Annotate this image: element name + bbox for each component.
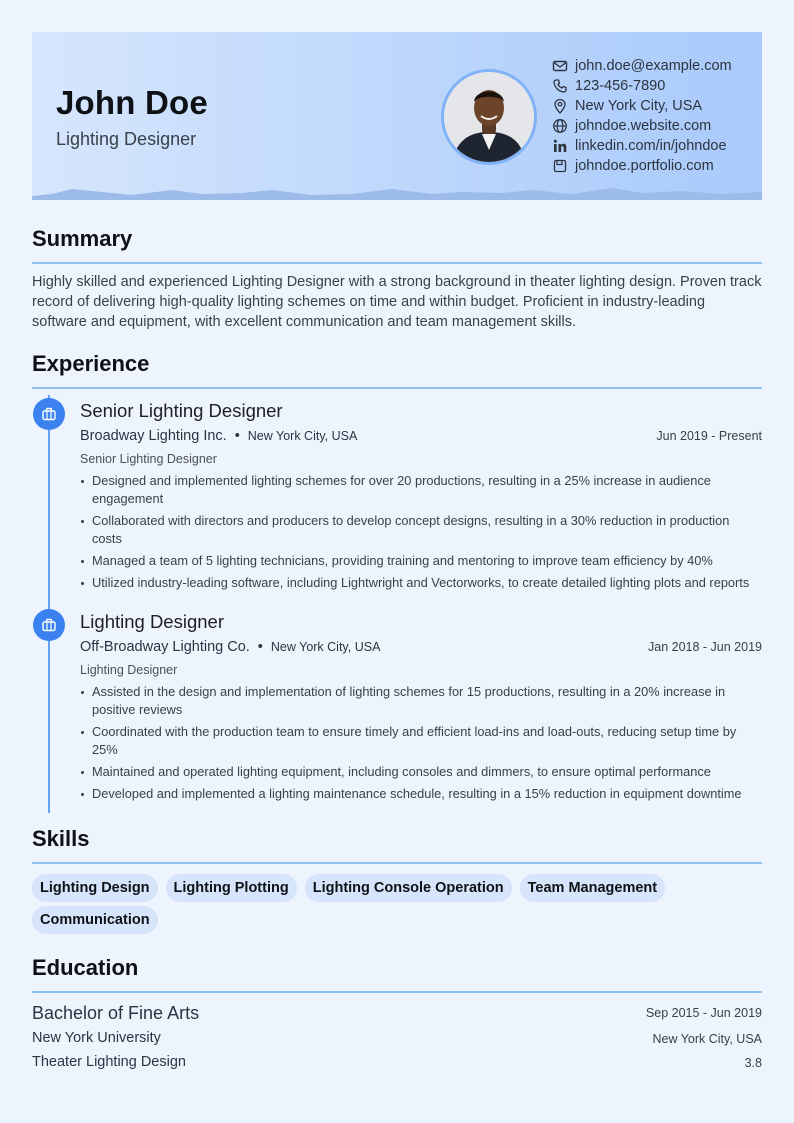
list-item: Collaborated with directors and producers to develop concept designs, resulting in a 30% reduction in production costs [80,512,762,548]
avatar-portrait [444,72,534,162]
education-row [32,1003,762,1028]
contact-list [552,56,762,176]
briefcase-icon [33,398,65,430]
list-item: Developed and implemented a lighting maintenance schedule, resulting in a 15% reduction in equipment downtime [80,785,762,803]
contact-location [552,96,762,116]
job-achievements [80,683,762,807]
skills-heading: Skills [32,826,90,851]
timeline-line [48,395,50,813]
header-banner [32,32,762,200]
job-title: Lighting Designer [80,611,224,632]
list-item: Managed a team of 5 lighting technicians, providing training and mentoring to improve team efficiency by 40% [80,552,762,570]
contact-portfolio[interactable] [552,156,762,176]
briefcase-icon [33,609,65,641]
education-entry [32,1003,762,1078]
contact-portfolio-text: johndoe.portfolio.com [575,158,714,174]
skills-section [32,826,762,938]
bullet-separator: • [257,639,263,655]
phone-icon [552,78,568,94]
skill-chip: Team Management [520,874,665,902]
contact-email[interactable] [552,56,762,76]
section-divider [32,991,762,993]
globe-icon [552,118,568,134]
portfolio-icon [552,158,568,174]
field-of-study: Theater Lighting Design [32,1054,186,1070]
contact-location-text: New York City, USA [575,98,703,114]
list-item: Designed and implemented lighting schemes for over 20 productions, resulting in a 25% increase in audience engagement [80,472,762,508]
skills-list [32,874,762,938]
job-location: New York City, USA [270,640,381,654]
list-item: Maintained and operated lighting equipment, including consoles and dimmers, to ensure optimal performance [80,763,762,781]
job-role: Senior Lighting Designer [80,452,217,466]
education-dates: Sep 2015 - Jun 2019 [645,1006,762,1020]
education-row [32,1028,762,1053]
summary-text: Highly skilled and experienced Lighting Designer with a strong background in theater lighting design. Proven track record of delivering high-quality lighting schemes on time and within budget. Proficient in industry-leading software and equipment, with excellent communication and team management skills. [32,274,762,330]
experience-section [32,351,762,811]
list-item: Coordinated with the production team to ensure timely and efficient load-ins and load-outs, reducing setup time by 25% [80,723,762,759]
linkedin-icon [552,138,568,154]
skill-chip: Lighting Design [32,874,158,902]
education-location: New York City, USA [652,1032,762,1046]
contact-website[interactable] [552,116,762,136]
bullet-separator: • [234,428,240,444]
job-dates: Jan 2018 - Jun 2019 [648,640,762,654]
contact-website-text: johndoe.website.com [575,118,712,134]
job-title: Senior Lighting Designer [80,400,283,421]
header-wave-decoration [32,186,762,200]
skill-chip: Lighting Console Operation [305,874,512,902]
job-role: Lighting Designer [80,663,178,677]
contact-phone-text: 123-456-7890 [575,78,666,94]
education-row [32,1053,762,1078]
list-item: Utilized industry-leading software, including Lightwright and Vectorworks, to create detailed lighting plots and reports [80,574,762,592]
section-divider [32,862,762,864]
skill-chip: Communication [32,906,158,934]
candidate-title: Lighting Designer [56,129,197,149]
job-company-line [80,428,357,444]
contact-email-text: john.doe@example.com [575,58,732,74]
education-heading: Education [32,955,139,980]
summary-section [32,226,762,332]
contact-linkedin-text: linkedin.com/in/johndoe [575,138,727,154]
contact-phone[interactable] [552,76,762,96]
section-divider [32,262,762,264]
job-company: Off-Broadway Lighting Co. [80,639,250,655]
school: New York University [32,1030,161,1046]
mail-icon [552,58,568,74]
candidate-name: John Doe [56,84,208,121]
summary-heading: Summary [32,226,133,251]
gpa: 3.8 [744,1056,762,1070]
job-achievements [80,472,762,596]
job-company: Broadway Lighting Inc. [80,428,227,444]
education-section [32,955,762,1078]
job-company-line [80,639,380,655]
degree: Bachelor of Fine Arts [32,1003,200,1023]
location-icon [552,98,568,114]
experience-heading: Experience [32,351,150,376]
list-item: Assisted in the design and implementation of lighting schemes for 15 productions, resulting in a 20% increase in positive reviews [80,683,762,719]
resume-page [32,32,762,200]
avatar [441,69,537,165]
section-divider [32,387,762,389]
job-location: New York City, USA [247,429,358,443]
skill-chip: Lighting Plotting [166,874,297,902]
contact-linkedin[interactable] [552,136,762,156]
job-dates: Jun 2019 - Present [656,429,762,443]
